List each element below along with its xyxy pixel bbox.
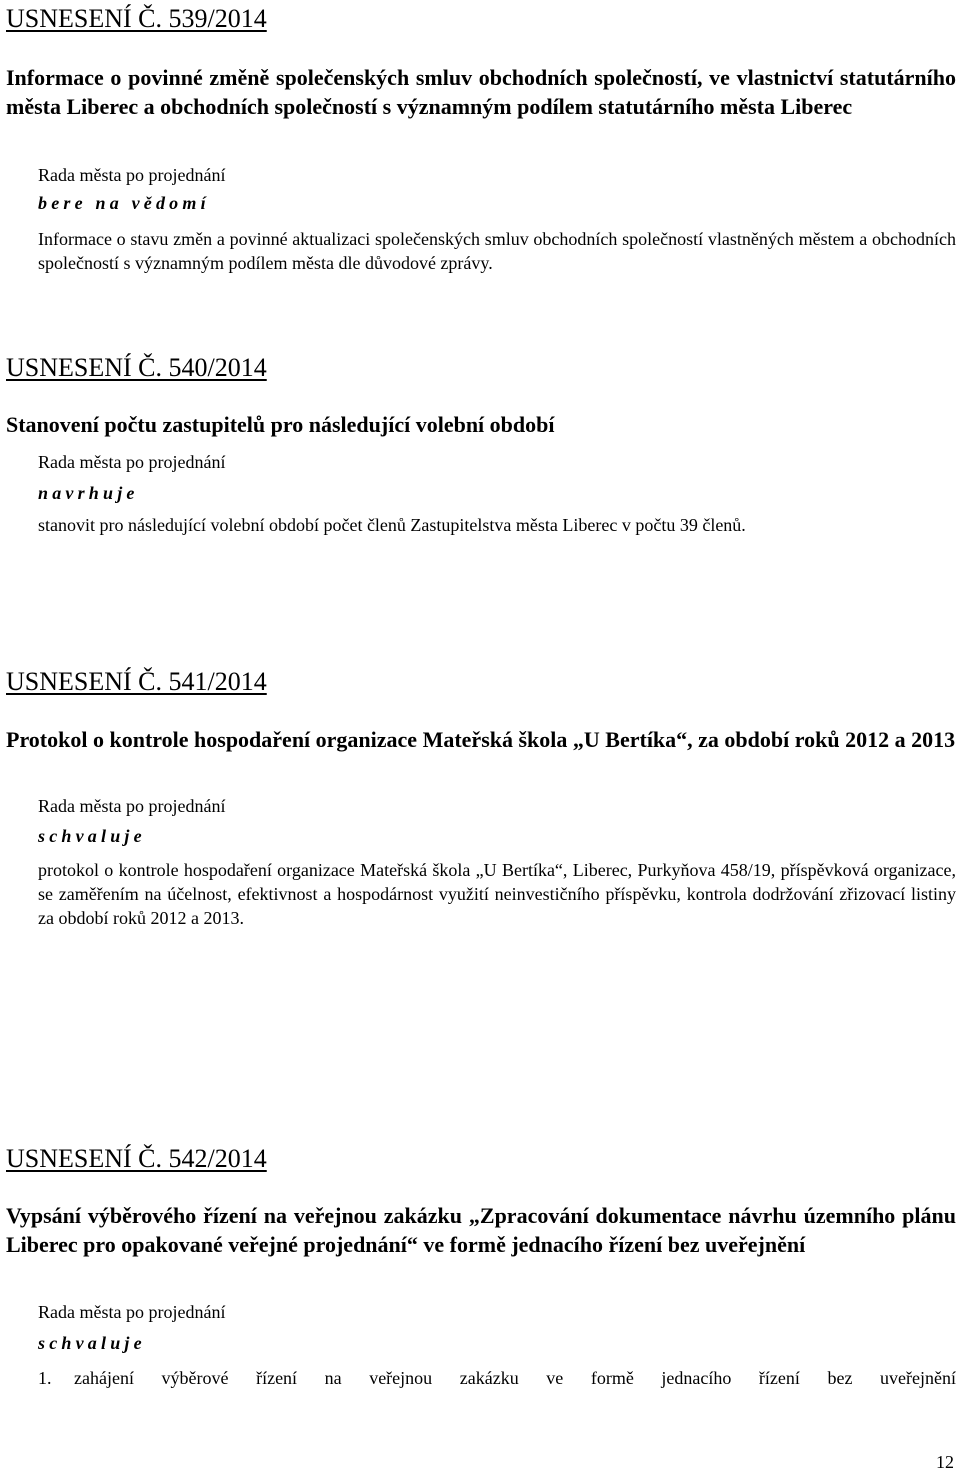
resolution-text-540: stanovit pro následující volební období počet členů Zastupitelstva města Liberec v počtu 39 členů. [38, 515, 746, 535]
resolution-subject-541: Protokol o kontrole hospodaření organizace Mateřská škola „U Bertíka“, za období roků 2012 a 2013 [6, 727, 956, 752]
resolution-verb-539: bere na vědomí [38, 193, 210, 213]
resolution-subject-539: Informace o povinné změně společenských smluv obchodních společností, ve vlastnictví statutárního města Liberec a obchodních společností s významným podílem statutárního města Liberec [6, 65, 956, 119]
list-item-text: zahájení výběrové řízení na veřejnou zakázku ve formě jednacího řízení bez uveřejnění [74, 1368, 956, 1388]
resolution-subject-540: Stanovení počtu zastupitelů pro následující volební období [6, 412, 555, 437]
resolution-heading-540: USNESENÍ Č. 540/2014 [6, 353, 267, 382]
list-item [38, 1366, 956, 1390]
list-item-number: 1. [38, 1368, 52, 1388]
council-line-539: Rada města po projednání [38, 165, 226, 185]
resolution-text-539: Informace o stavu změn a povinné aktualizaci společenských smluv obchodních společností vlastněných městem a obchodních společností s významným podílem města dle důvodové zprávy. [38, 229, 956, 273]
resolution-verb-541: schvaluje [38, 826, 146, 846]
resolution-heading-539: USNESENÍ Č. 539/2014 [6, 4, 267, 33]
resolution-heading-542: USNESENÍ Č. 542/2014 [6, 1144, 267, 1173]
council-line-540: Rada města po projednání [38, 452, 226, 472]
resolution-verb-540: navrhuje [38, 483, 139, 503]
resolution-subject-542: Vypsání výběrového řízení na veřejnou zakázku „Zpracování dokumentace návrhu územního plánu Liberec pro opakované veřejné projednání“ ve formě jednacího řízení bez uveřejnění [6, 1203, 956, 1257]
resolution-heading-541: USNESENÍ Č. 541/2014 [6, 667, 267, 696]
council-line-542: Rada města po projednání [38, 1302, 226, 1322]
council-line-541: Rada města po projednání [38, 796, 226, 816]
resolution-verb-542: schvaluje [38, 1333, 146, 1353]
page-number: 12 [936, 1452, 954, 1472]
resolution-text-541: protokol o kontrole hospodaření organizace Mateřská škola „U Bertíka“, Liberec, Purkyňova 458/19, příspěvková organizace, se zaměřením na účelnost, efektivnost a hospodárnost využití neinvestičního příspěvku, kontrola dodržování zřizovací listiny za období roků 2012 a 2013. [38, 860, 956, 928]
